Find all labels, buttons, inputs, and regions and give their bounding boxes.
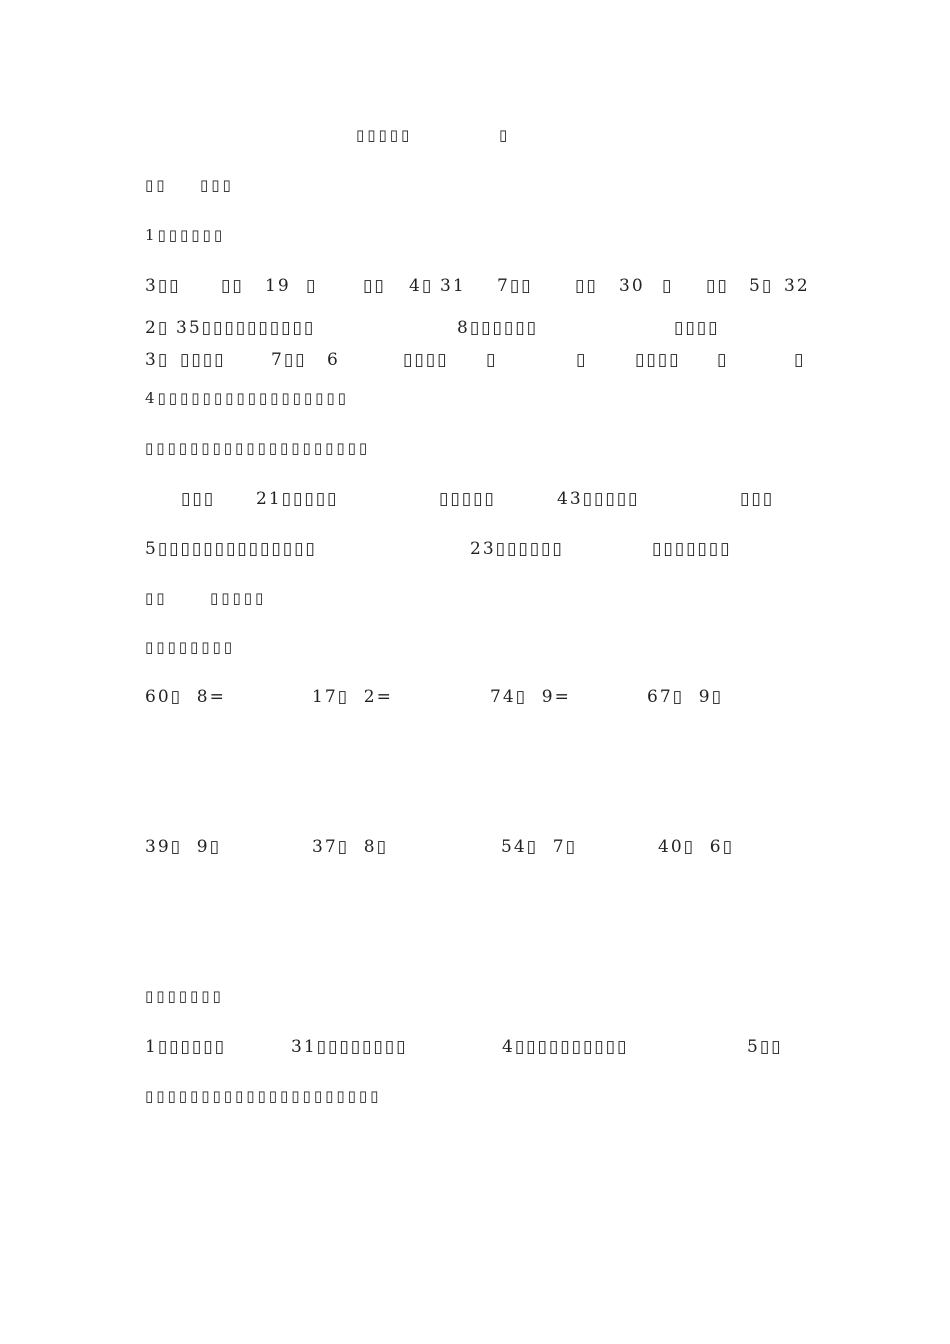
question-3b-part: 7▯▯ bbox=[271, 350, 307, 370]
question-5-part: 23▯▯▯▯▯▯ bbox=[470, 539, 564, 559]
question-2-part: 35▯▯▯▯▯▯▯▯▯▯ bbox=[176, 318, 316, 338]
question-3-part: 4▯ bbox=[409, 276, 434, 296]
page-title-suffix: ▯ bbox=[499, 126, 511, 144]
section-2-heading: ▯▯▯▯▯ bbox=[210, 589, 267, 607]
question-3-part: 31 bbox=[440, 276, 466, 296]
calc-problem: 40▯ 6▯ bbox=[658, 837, 734, 857]
question-3-part: 30 bbox=[619, 276, 645, 296]
word-problem-part: 4▯▯▯▯▯▯▯▯▯▯ bbox=[502, 1037, 629, 1057]
question-3-part: 19 bbox=[265, 276, 291, 296]
question-2-part: ▯▯▯▯ bbox=[674, 318, 720, 338]
question-4-part: 21▯▯▯▯▯ bbox=[256, 489, 339, 509]
page-title: ▯▯▯▯▯ bbox=[356, 126, 413, 144]
question-4-part: 43▯▯▯▯▯ bbox=[557, 489, 640, 509]
calc-problem: 67▯ 9▯ bbox=[647, 687, 723, 707]
question-5-part: 5▯▯▯▯▯▯▯▯▯▯▯▯▯▯ bbox=[145, 539, 317, 559]
calc-problem: 54▯ 7▯ bbox=[501, 837, 577, 857]
question-3b-part: ▯ bbox=[717, 350, 729, 370]
question-3-part: ▯ bbox=[306, 276, 318, 296]
section-3-heading: ▯▯▯▯▯▯▯ bbox=[145, 987, 224, 1005]
question-3b-part: ▯ bbox=[794, 350, 806, 370]
question-4: 4▯▯▯▯▯▯▯▯▯▯▯▯▯▯▯▯▯ bbox=[145, 389, 349, 407]
question-3b-part: ▯▯▯▯ bbox=[180, 350, 226, 370]
word-problem-part: 1▯▯▯▯▯▯ bbox=[145, 1037, 226, 1057]
calc-problem: 74▯ 9= bbox=[490, 687, 571, 707]
question-3-part: ▯▯ bbox=[575, 276, 598, 296]
calc-problem: 39▯ 9▯ bbox=[145, 837, 221, 857]
section-2-number: ▯▯ bbox=[145, 589, 168, 607]
calc-problem: 37▯ 8▯ bbox=[312, 837, 388, 857]
question-3-part: ▯▯ bbox=[363, 276, 386, 296]
question-4-part: ▯▯▯▯▯ bbox=[439, 489, 496, 509]
word-problem-part: 31▯▯▯▯▯▯▯▯ bbox=[291, 1037, 408, 1057]
question-5-part: ▯▯▯▯▯▯▯ bbox=[652, 539, 732, 559]
question-3b-part: 6 bbox=[327, 350, 340, 370]
question-3b-part: ▯ bbox=[576, 350, 588, 370]
question-3b-part: ▯▯▯▯ bbox=[403, 350, 449, 370]
question-3-part: ▯ bbox=[662, 276, 674, 296]
question-3b-part: ▯▯▯▯ bbox=[635, 350, 681, 370]
word-problem-part: 5▯▯ bbox=[747, 1037, 783, 1057]
question-3b-part: 3▯ bbox=[145, 350, 170, 370]
question-4-text: ▯▯▯▯▯▯▯▯▯▯▯▯▯▯▯▯▯▯▯▯ bbox=[145, 439, 371, 457]
question-2-part: 2▯ bbox=[145, 318, 170, 338]
question-1: 1▯▯▯▯▯▯ bbox=[145, 226, 226, 244]
word-problem-text: ▯▯▯▯▯▯▯▯▯▯▯▯▯▯▯▯▯▯▯▯▯ bbox=[145, 1087, 382, 1105]
question-2-part: 8▯▯▯▯▯▯ bbox=[457, 318, 538, 338]
section-1-heading: ▯▯▯ bbox=[200, 176, 234, 194]
calc-problem: 17▯ 2= bbox=[312, 687, 393, 707]
question-3-part: ▯▯ bbox=[706, 276, 729, 296]
calc-problem: 60▯ 8= bbox=[145, 687, 226, 707]
section-1-number: ▯▯ bbox=[145, 176, 168, 194]
question-3-part: 32 bbox=[784, 276, 810, 296]
question-3-part: ▯▯ bbox=[221, 276, 244, 296]
question-4-part: ▯▯▯ bbox=[740, 489, 775, 509]
question-3-part: 7▯▯ bbox=[497, 276, 533, 296]
question-3-part: 5▯ bbox=[749, 276, 774, 296]
section-2-subheading: ▯▯▯▯▯▯▯▯ bbox=[145, 638, 236, 656]
question-4-part: ▯▯▯ bbox=[181, 489, 216, 509]
question-3-part: 3▯▯ bbox=[145, 276, 181, 296]
question-3b-part: ▯ bbox=[486, 350, 498, 370]
